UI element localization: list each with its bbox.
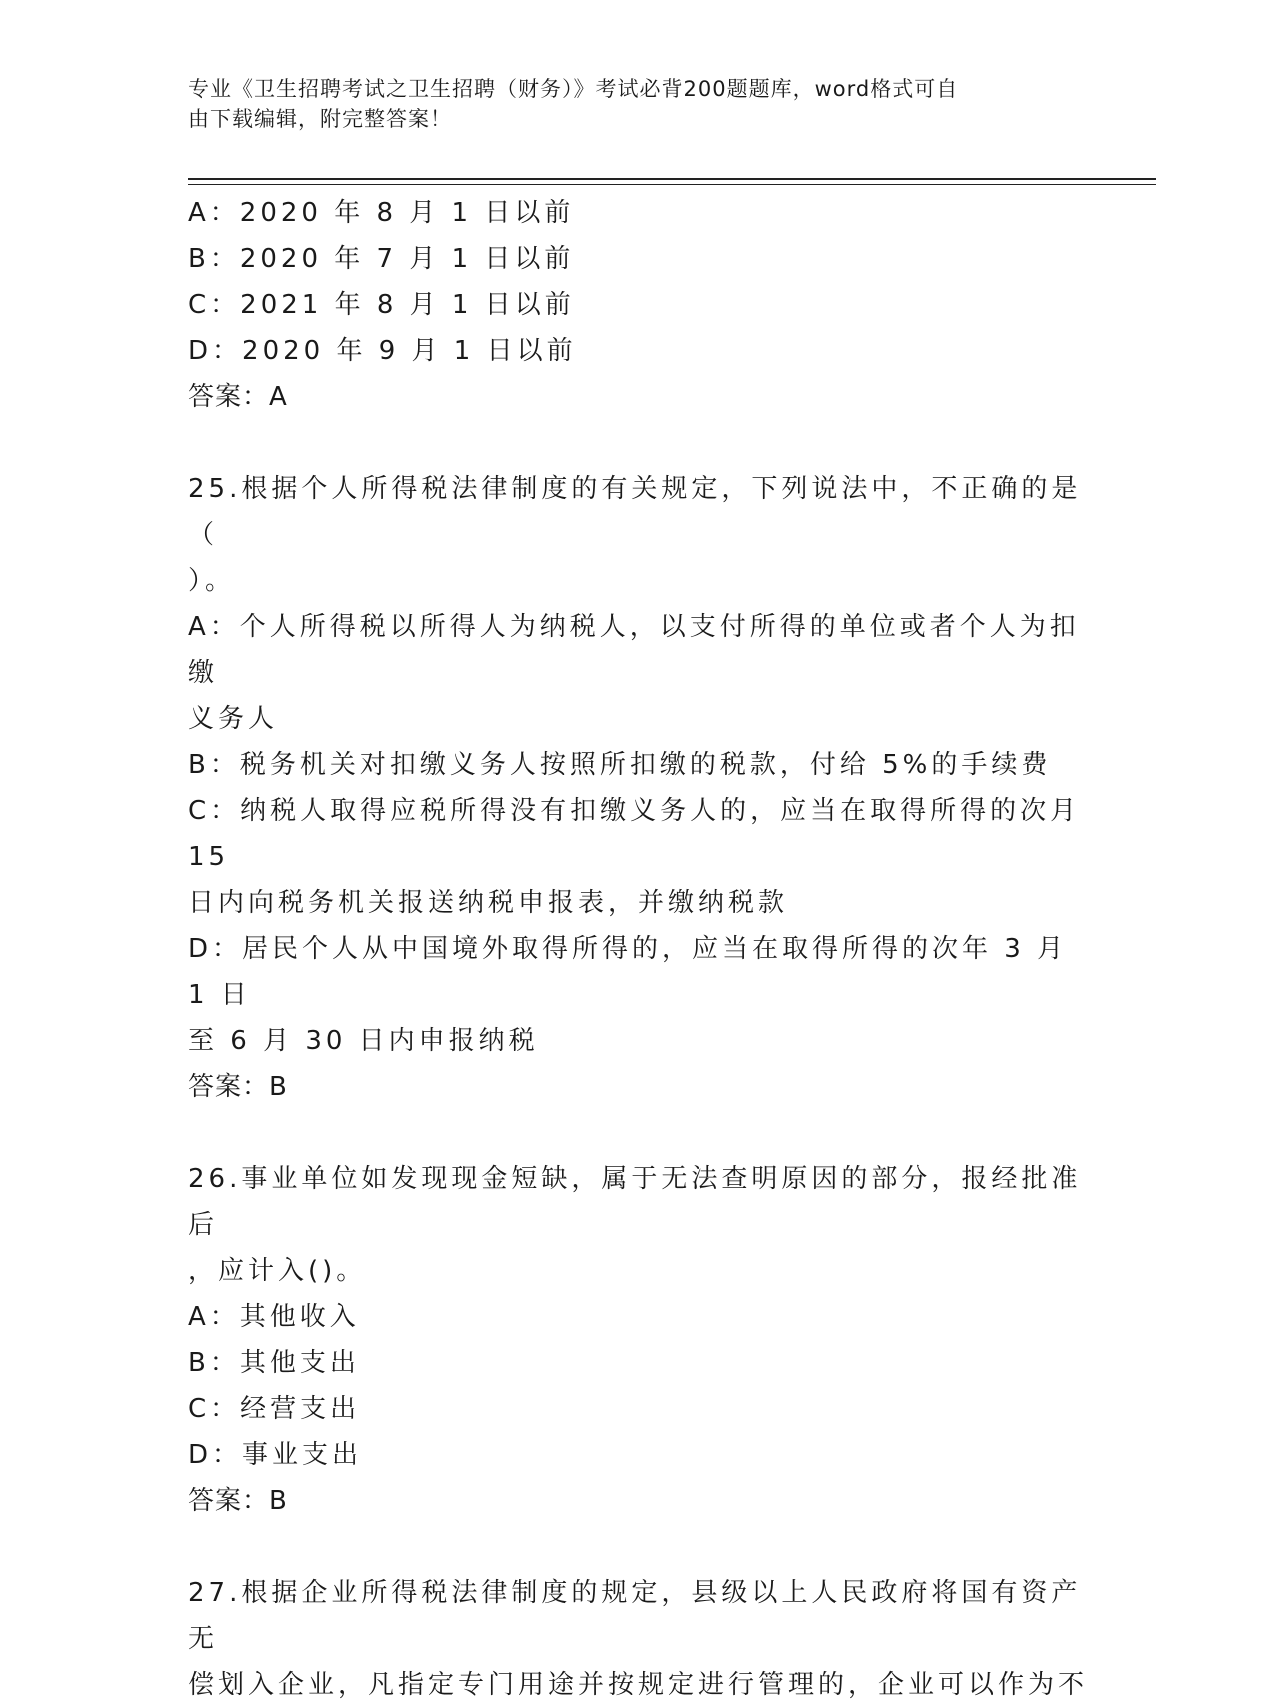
question-stem-line: 偿划入企业，凡指定专门用途并按规定进行管理的，企业可以作为不 <box>188 1670 1089 1700</box>
option-line: A：个人所得税以所得人为纳税人，以支付所得的单位或者个人为扣缴 <box>188 612 1080 688</box>
spacer <box>188 420 1088 466</box>
option-b: B：2020 年 7 月 1 日以前 <box>188 244 575 274</box>
option-d: D：2020 年 9 月 1 日以前 <box>188 336 577 366</box>
option-d: D：事业支出 <box>188 1440 363 1470</box>
option-line: 义务人 <box>188 704 279 734</box>
question-stem-line: ，应计入()。 <box>188 1256 367 1286</box>
question-stem-line: ）。 <box>188 566 236 596</box>
option-line: D：居民个人从中国境外取得所得的，应当在取得所得的次年 3 月 1 日 <box>188 934 1080 1010</box>
option-a: A：其他收入 <box>188 1302 360 1332</box>
header-divider-thin <box>188 184 1156 185</box>
header-divider-thick <box>188 178 1156 180</box>
question-stem-line: 25.根据个人所得税法律制度的有关规定，下列说法中，不正确的是（ <box>188 474 1082 550</box>
header-line-2: 由下载编辑，附完整答案！ <box>188 107 452 131</box>
answer: 答案：B <box>188 1486 288 1516</box>
answer: 答案：B <box>188 1072 288 1102</box>
option-a: A：2020 年 8 月 1 日以前 <box>188 198 575 228</box>
spacer <box>188 1524 1088 1570</box>
option-line: C：纳税人取得应税所得没有扣缴义务人的，应当在取得所得的次月 15 <box>188 796 1093 872</box>
option-line: 日内向税务机关报送纳税申报表，并缴纳税款 <box>188 888 789 918</box>
answer: 答案：A <box>188 382 288 412</box>
question-stem-line: 27.根据企业所得税法律制度的规定，县级以上人民政府将国有资产无 <box>188 1578 1082 1654</box>
option-c: C：2021 年 8 月 1 日以前 <box>188 290 575 320</box>
option-b: B：其他支出 <box>188 1348 360 1378</box>
previous-question-block <box>188 190 1088 420</box>
option-c: C：经营支出 <box>188 1394 361 1424</box>
spacer <box>188 1110 1088 1156</box>
option-line: B：税务机关对扣缴义务人按照所扣缴的税款，付给 5%的手续费 <box>188 750 1052 780</box>
option-line: 至 6 月 30 日内申报纳税 <box>188 1026 539 1056</box>
question-stem-line: 26.事业单位如发现现金短缺，属于无法查明原因的部分，报经批准后 <box>188 1164 1082 1240</box>
document-header <box>188 74 1068 134</box>
document-body <box>188 190 1093 1708</box>
question-25 <box>188 466 1093 1110</box>
header-line-1: 专业《卫生招聘考试之卫生招聘（财务）》考试必背200题题库，word格式可自 <box>188 77 959 101</box>
question-27 <box>188 1570 1088 1708</box>
question-26 <box>188 1156 1088 1524</box>
